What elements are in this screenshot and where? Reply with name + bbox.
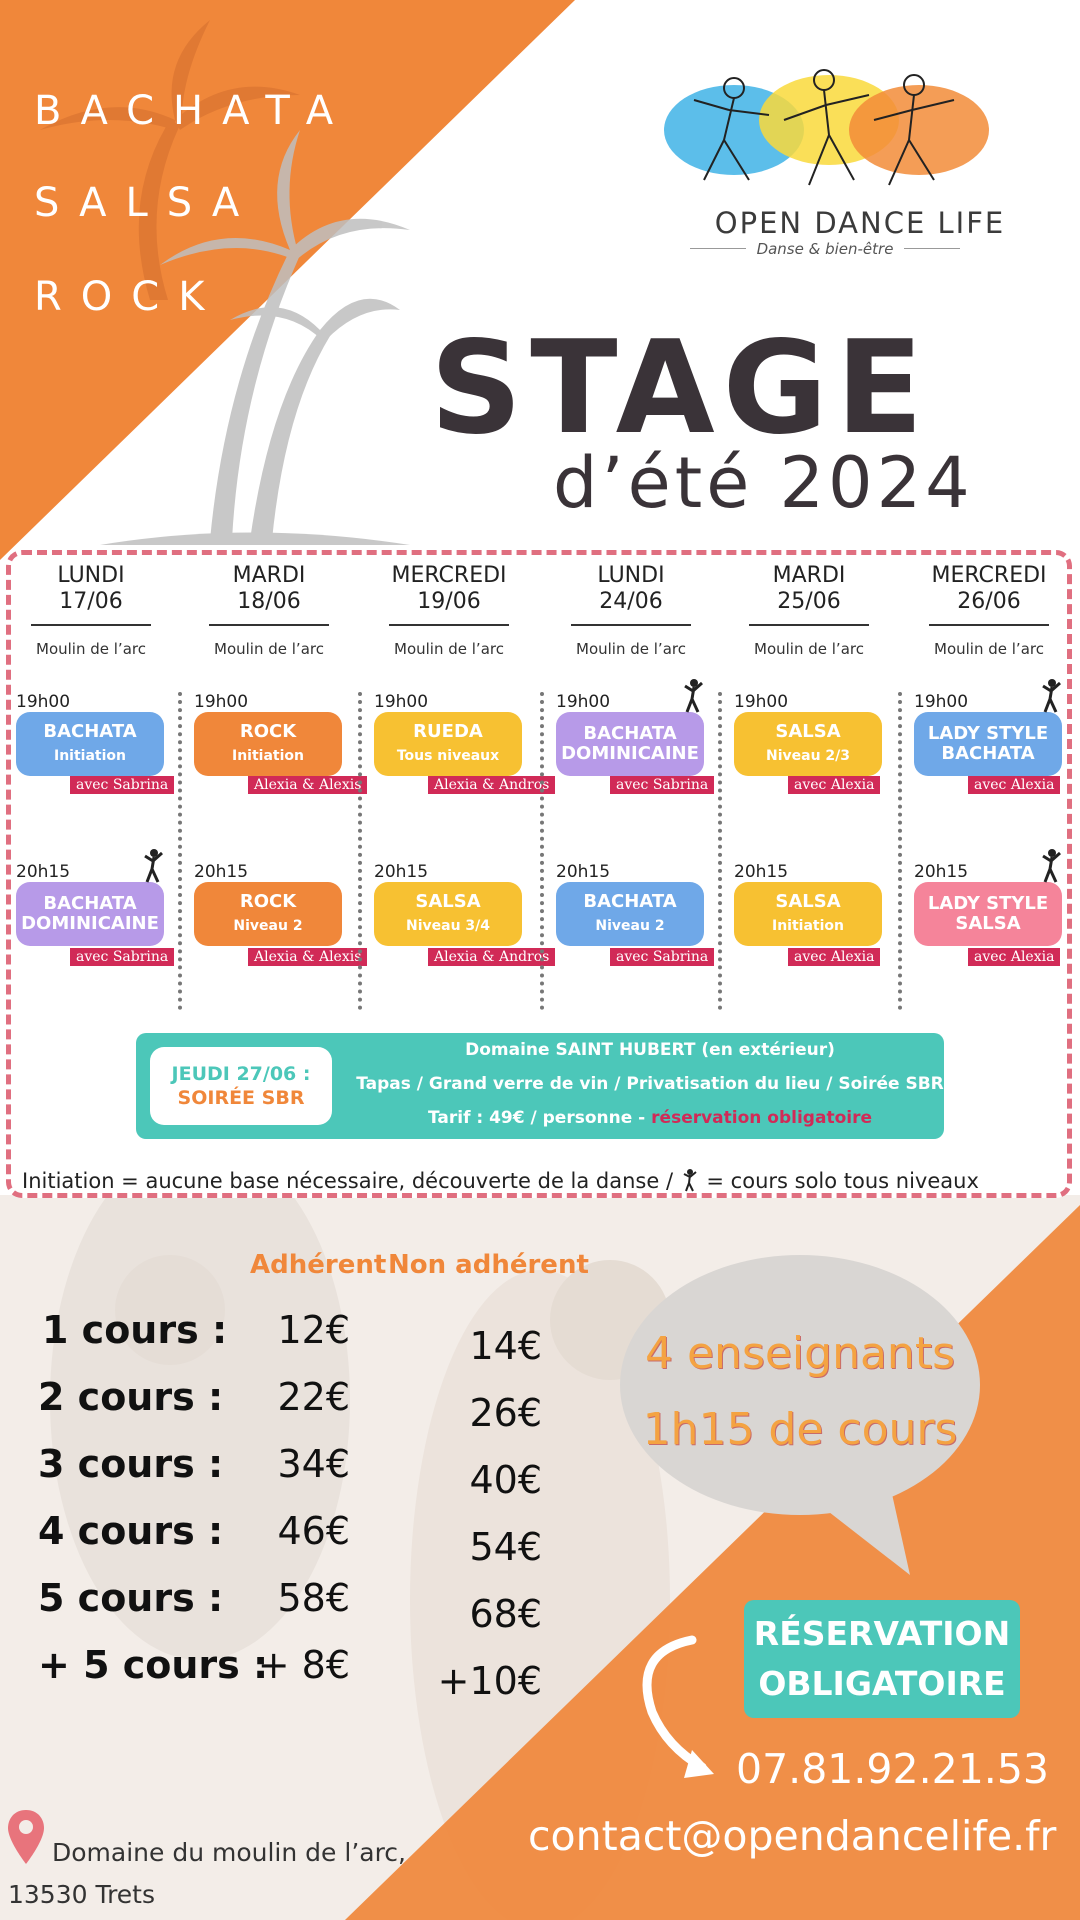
day-header <box>16 563 166 615</box>
class-name: SALSA <box>775 891 841 912</box>
address-line1: Domaine du moulin de l’arc, <box>52 1838 407 1867</box>
slot-time: 20h15 <box>194 862 249 882</box>
day-name: MERCREDI <box>391 563 507 588</box>
column-separator <box>540 692 544 1010</box>
class-card <box>556 712 704 776</box>
slot-time: 19h00 <box>194 692 249 712</box>
legend-text-right: = cours solo tous niveaux <box>706 1169 979 1193</box>
slot-time: 20h15 <box>16 862 71 882</box>
class-level: Niveau 2 <box>233 918 303 934</box>
contact-phone[interactable]: 07.81.92.21.53 <box>736 1745 1049 1793</box>
price-member: 58€ <box>277 1576 350 1620</box>
teacher-tag: avec Sabrina <box>70 776 174 794</box>
day-date: 18/06 <box>237 589 301 614</box>
price-row-label: + 5 cours : <box>38 1643 269 1687</box>
style-bachata: BACHATA <box>34 88 353 134</box>
price-member: + 8€ <box>257 1643 350 1687</box>
class-level: Tous niveaux <box>396 748 500 764</box>
soiree-location: Domaine SAINT HUBERT (en extérieur) <box>465 1040 835 1060</box>
column-separator <box>358 692 362 1010</box>
day-header <box>914 563 1064 615</box>
day-header <box>734 563 884 615</box>
day-underline <box>389 624 509 626</box>
day-venue: Moulin de l’arc <box>214 640 324 658</box>
class-name: LADY STYLE SALSA <box>927 893 1049 934</box>
price-nonmember: +10€ <box>437 1659 542 1703</box>
day-date: 17/06 <box>59 589 123 614</box>
day-header <box>194 563 344 615</box>
page-title: STAGE <box>430 314 932 463</box>
solo-dancer-icon <box>1040 678 1062 714</box>
slot-time: 19h00 <box>16 692 71 712</box>
class-name: BACHATA DOMINICAINE <box>561 723 699 764</box>
soiree-reservation: réservation obligatoire <box>651 1108 872 1128</box>
bubble-teachers: 4 enseignants <box>645 1328 955 1379</box>
price-nonmember: 40€ <box>469 1458 542 1502</box>
teacher-tag: Alexia & Alexis <box>248 948 367 966</box>
class-card <box>734 882 882 946</box>
solo-dancer-icon <box>1040 848 1062 884</box>
day-name: MARDI <box>232 563 306 588</box>
class-name: BACHATA <box>43 721 137 742</box>
column-separator <box>898 692 902 1010</box>
logo-name: OPEN DANCE LIFE <box>714 206 1006 240</box>
teacher-tag: Alexia & Alexis <box>248 776 367 794</box>
price-row-label: 3 cours : <box>38 1442 224 1486</box>
reservation-line1: RÉSERVATION <box>753 1614 1011 1653</box>
teacher-tag: Alexia & Andros <box>428 948 555 966</box>
day-underline <box>209 624 329 626</box>
teacher-tag: avec Alexia <box>788 776 880 794</box>
class-card <box>194 882 342 946</box>
reservation-line2: OBLIGATOIRE <box>758 1664 1006 1703</box>
class-card <box>374 712 522 776</box>
slot-time: 19h00 <box>556 692 611 712</box>
price-row-label: 1 cours : <box>42 1308 228 1352</box>
class-level: Niveau 2 <box>595 918 665 934</box>
class-name: ROCK <box>239 891 297 912</box>
day-venue: Moulin de l’arc <box>394 640 504 658</box>
pricing-header-member: Adhérent <box>250 1250 387 1280</box>
slot-time: 19h00 <box>374 692 429 712</box>
page-subtitle: d’été 2024 <box>553 442 974 524</box>
soiree-price: Tarif : 49€ / personne - <box>427 1108 652 1128</box>
style-salsa: SALSA <box>34 180 259 226</box>
class-name: BACHATA DOMINICAINE <box>21 893 159 934</box>
bubble-duration: 1h15 de cours <box>642 1404 958 1455</box>
pricing-header-nonmember: Non adhérent <box>388 1250 589 1280</box>
class-level: Niveau 3/4 <box>405 918 491 934</box>
teacher-tag: avec Alexia <box>968 948 1060 966</box>
class-level: Initiation <box>772 918 844 934</box>
teacher-tag: avec Sabrina <box>610 776 714 794</box>
style-rock: ROCK <box>34 274 224 320</box>
class-name: RUEDA <box>413 721 483 742</box>
column-separator <box>178 692 182 1010</box>
class-card <box>914 712 1062 776</box>
slot-time: 20h15 <box>556 862 611 882</box>
day-venue: Moulin de l’arc <box>36 640 146 658</box>
price-nonmember: 14€ <box>469 1324 542 1368</box>
class-card <box>734 712 882 776</box>
slot-time: 19h00 <box>734 692 789 712</box>
solo-dancer-icon <box>682 1168 698 1192</box>
day-underline <box>749 624 869 626</box>
day-underline <box>929 624 1049 626</box>
price-nonmember: 26€ <box>469 1391 542 1435</box>
class-level: Niveau 2/3 <box>765 748 851 764</box>
reservation-badge <box>744 1600 1020 1718</box>
teacher-tag: avec Sabrina <box>610 948 714 966</box>
soiree-name: SOIRÉE SBR <box>177 1087 305 1109</box>
day-date: 19/06 <box>417 589 481 614</box>
day-underline <box>31 624 151 626</box>
price-member: 22€ <box>277 1375 350 1419</box>
day-date: 24/06 <box>599 589 663 614</box>
contact-email[interactable]: contact@opendancelife.fr <box>528 1812 1057 1860</box>
price-member: 12€ <box>277 1308 350 1352</box>
class-card <box>16 882 164 946</box>
day-date: 25/06 <box>777 589 841 614</box>
class-level: Initiation <box>54 748 126 764</box>
soiree-price-line <box>350 1108 950 1128</box>
dance-logo-icon <box>664 60 994 210</box>
price-nonmember: 68€ <box>469 1592 542 1636</box>
day-name: LUNDI <box>597 563 665 588</box>
teacher-tag: avec Alexia <box>788 948 880 966</box>
class-name: SALSA <box>775 721 841 742</box>
column-separator <box>718 692 722 1010</box>
class-level: Initiation <box>232 748 304 764</box>
day-name: LUNDI <box>57 563 125 588</box>
class-name: SALSA <box>415 891 481 912</box>
day-venue: Moulin de l’arc <box>576 640 686 658</box>
solo-dancer-icon <box>142 848 164 884</box>
day-underline <box>571 624 691 626</box>
class-card <box>556 882 704 946</box>
day-name: MARDI <box>772 563 846 588</box>
class-name: LADY STYLE BACHATA <box>927 723 1049 764</box>
day-date: 26/06 <box>957 589 1021 614</box>
soiree-day-box <box>150 1047 332 1125</box>
day-venue: Moulin de l’arc <box>934 640 1044 658</box>
day-name: MERCREDI <box>931 563 1047 588</box>
soiree-details: Tapas / Grand verre de vin / Privatisation du lieu / Soirée SBR <box>356 1074 944 1094</box>
legend-text-left: Initiation = aucune base nécessaire, découverte de la danse / <box>22 1169 674 1193</box>
soiree-day: JEUDI 27/06 : <box>171 1063 311 1085</box>
location-pin-icon <box>6 1808 46 1866</box>
day-header <box>556 563 706 615</box>
curved-arrow-icon <box>632 1632 722 1782</box>
price-row-label: 4 cours : <box>38 1509 224 1553</box>
slot-time: 20h15 <box>734 862 789 882</box>
class-card <box>374 882 522 946</box>
price-member: 46€ <box>277 1509 350 1553</box>
day-venue: Moulin de l’arc <box>754 640 864 658</box>
price-nonmember: 54€ <box>469 1525 542 1569</box>
class-card <box>16 712 164 776</box>
teacher-tag: Alexia & Andros <box>428 776 555 794</box>
class-name: ROCK <box>239 721 297 742</box>
class-name: BACHATA <box>583 891 677 912</box>
price-row-label: 2 cours : <box>38 1375 224 1419</box>
teacher-tag: avec Alexia <box>968 776 1060 794</box>
slot-time: 19h00 <box>914 692 969 712</box>
price-member: 34€ <box>277 1442 350 1486</box>
solo-dancer-icon <box>682 678 704 714</box>
class-card <box>914 882 1062 946</box>
slot-time: 20h15 <box>914 862 969 882</box>
teacher-tag: avec Sabrina <box>70 948 174 966</box>
schedule-legend <box>22 1168 979 1193</box>
price-row-label: 5 cours : <box>38 1576 224 1620</box>
address-line2: 13530 Trets <box>8 1880 156 1909</box>
logo-tagline: Danse & bien-être <box>756 240 894 258</box>
day-header <box>374 563 524 615</box>
slot-time: 20h15 <box>374 862 429 882</box>
class-card <box>194 712 342 776</box>
